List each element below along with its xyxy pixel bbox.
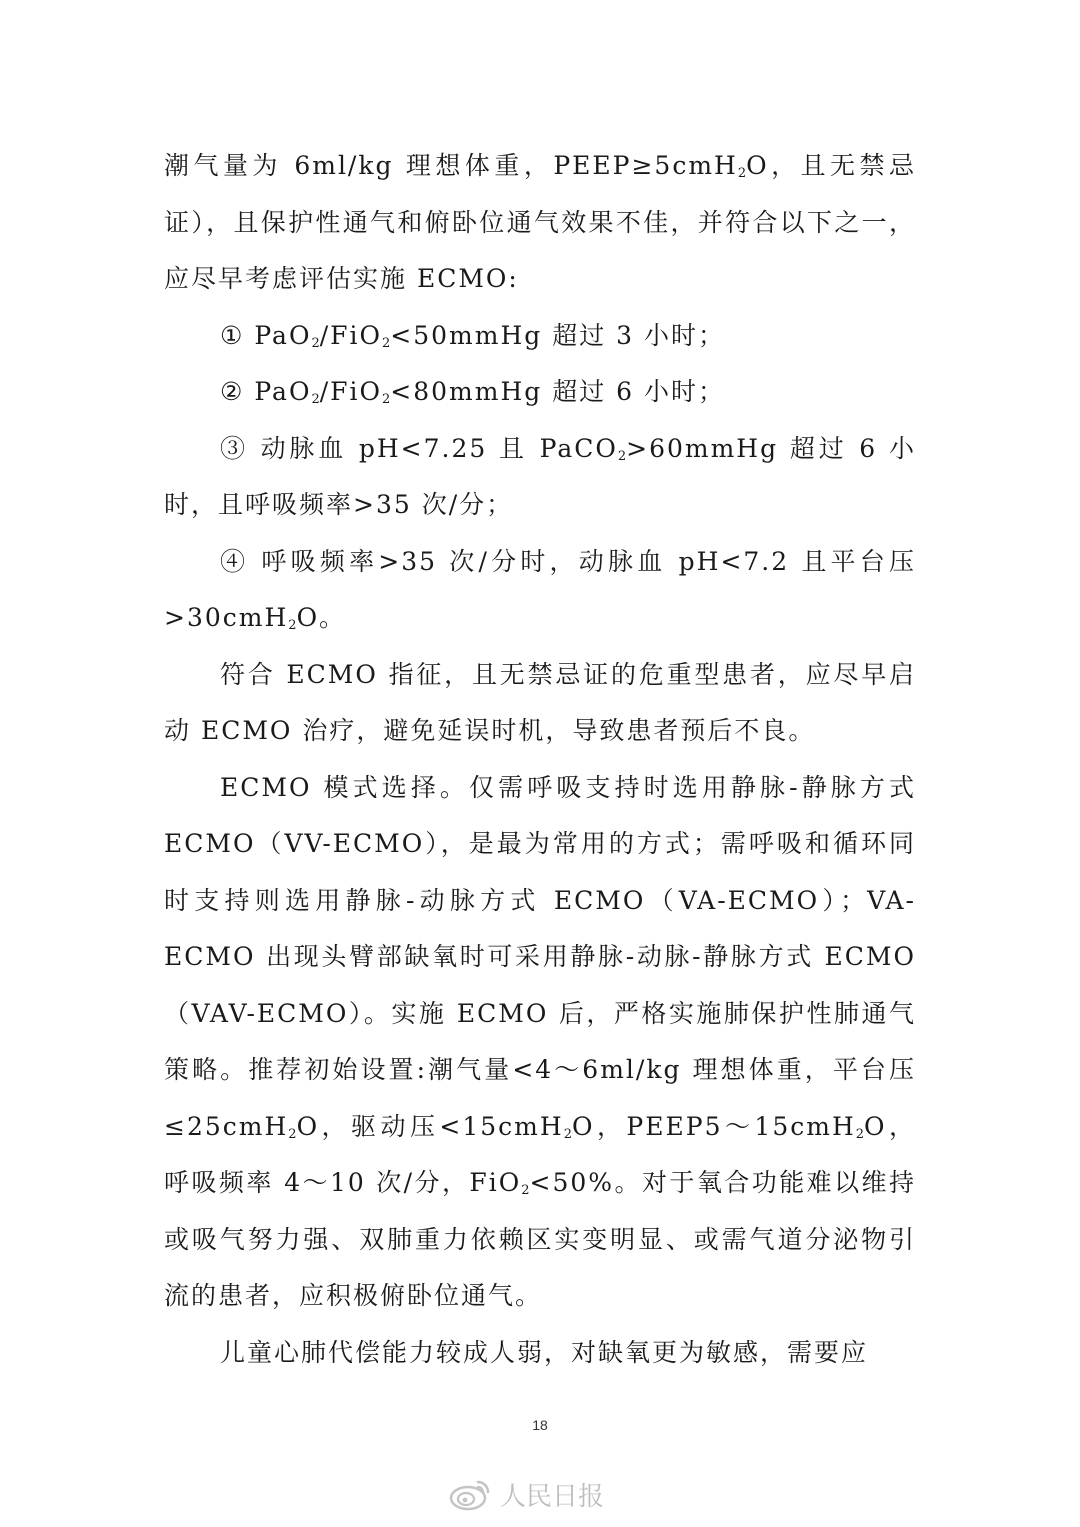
text-run: ① PaO xyxy=(220,320,312,350)
paragraph xyxy=(164,308,916,365)
subscript: 2 xyxy=(288,1126,297,1142)
text-run: O，PEEP5～15cmH xyxy=(571,1111,856,1141)
subscript: 2 xyxy=(521,1183,530,1198)
watermark xyxy=(448,1474,604,1514)
text-run: 潮气量为 6ml/kg 理想体重，PEEP≥5cmH xyxy=(164,151,738,180)
text-run: 符合 ECMO 指征，且无禁忌证的危重型患者，应尽早启动 ECMO 治疗，避免延误时机，导致患者预后不良。 xyxy=(164,659,916,745)
document-body xyxy=(164,138,916,1381)
text-run: ② PaO xyxy=(220,377,312,406)
text-run: /FiO xyxy=(319,320,383,350)
subscript: 2 xyxy=(855,1126,865,1142)
text-run: O，且无禁忌证），且保护性通气和俯卧位通气效果不佳，并符合以下之一，应尽早考虑评估实施 ECMO: xyxy=(164,151,916,293)
text-run: <50%。对于氧合功能难以维持或吸气努力强、双肺重力依赖区实变明显、或需气道分泌物引流的患者，应积极俯卧位通气。 xyxy=(164,1168,917,1310)
text-run: ECMO 模式选择。仅需呼吸支持时选用静脉-静脉方式 ECMO（VV-ECMO），是最为常用的方式；需呼吸和循环同时支持则选用静脉-动脉方式 ECMO（VA-ECMO）；VA-ECMO 出现头臂部缺氧时可采用静脉-动脉-静脉方式 ECMO（VAV-ECMO）。实施 ECMO 后，严格实施肺保护性肺通气策略。推荐初始设置:潮气量<4～6ml/kg 理想体重，平台压≤25cmH xyxy=(164,772,916,1141)
paragraph xyxy=(164,647,916,760)
text-run: /FiO xyxy=(319,377,383,406)
subscript: 2 xyxy=(311,335,320,351)
subscript: 2 xyxy=(382,335,391,351)
text-run: ④ 呼吸频率>35 次/分时，动脉血 pH<7.2 且平台压>30cmH xyxy=(164,546,916,632)
paragraph xyxy=(164,1325,916,1382)
subscript: 2 xyxy=(617,448,627,464)
text-run: <50mmHg 超过 3 小时； xyxy=(390,320,726,350)
paragraph xyxy=(164,760,916,1325)
paragraph xyxy=(164,534,916,647)
text-run: O，驱动压<15cmH xyxy=(296,1111,564,1141)
subscript: 2 xyxy=(563,1126,572,1142)
text-run: <80mmHg 超过 6 小时； xyxy=(390,377,726,406)
page-number: 18 xyxy=(532,1417,548,1433)
text-run: ③ 动脉血 pH<7.25 且 PaCO xyxy=(220,433,618,463)
subscript: 2 xyxy=(382,392,391,407)
subscript: 2 xyxy=(288,618,297,633)
text-run: >60mmHg 超过 6 小时，且呼吸频率>35 次/分； xyxy=(164,433,916,519)
text-run: 儿童心肺代偿能力较成人弱，对缺氧更为敏感，需要应 xyxy=(220,1337,869,1367)
text-run: O。 xyxy=(296,603,347,632)
subscript: 2 xyxy=(311,392,320,407)
weibo-icon xyxy=(448,1476,492,1512)
subscript: 2 xyxy=(737,166,747,181)
paragraph xyxy=(164,364,916,421)
watermark-text: 人民日报 xyxy=(500,1481,605,1512)
paragraph xyxy=(164,138,916,308)
paragraph xyxy=(164,421,916,534)
text-run: O，呼吸频率 4～10 次/分，FiO xyxy=(164,1111,917,1197)
